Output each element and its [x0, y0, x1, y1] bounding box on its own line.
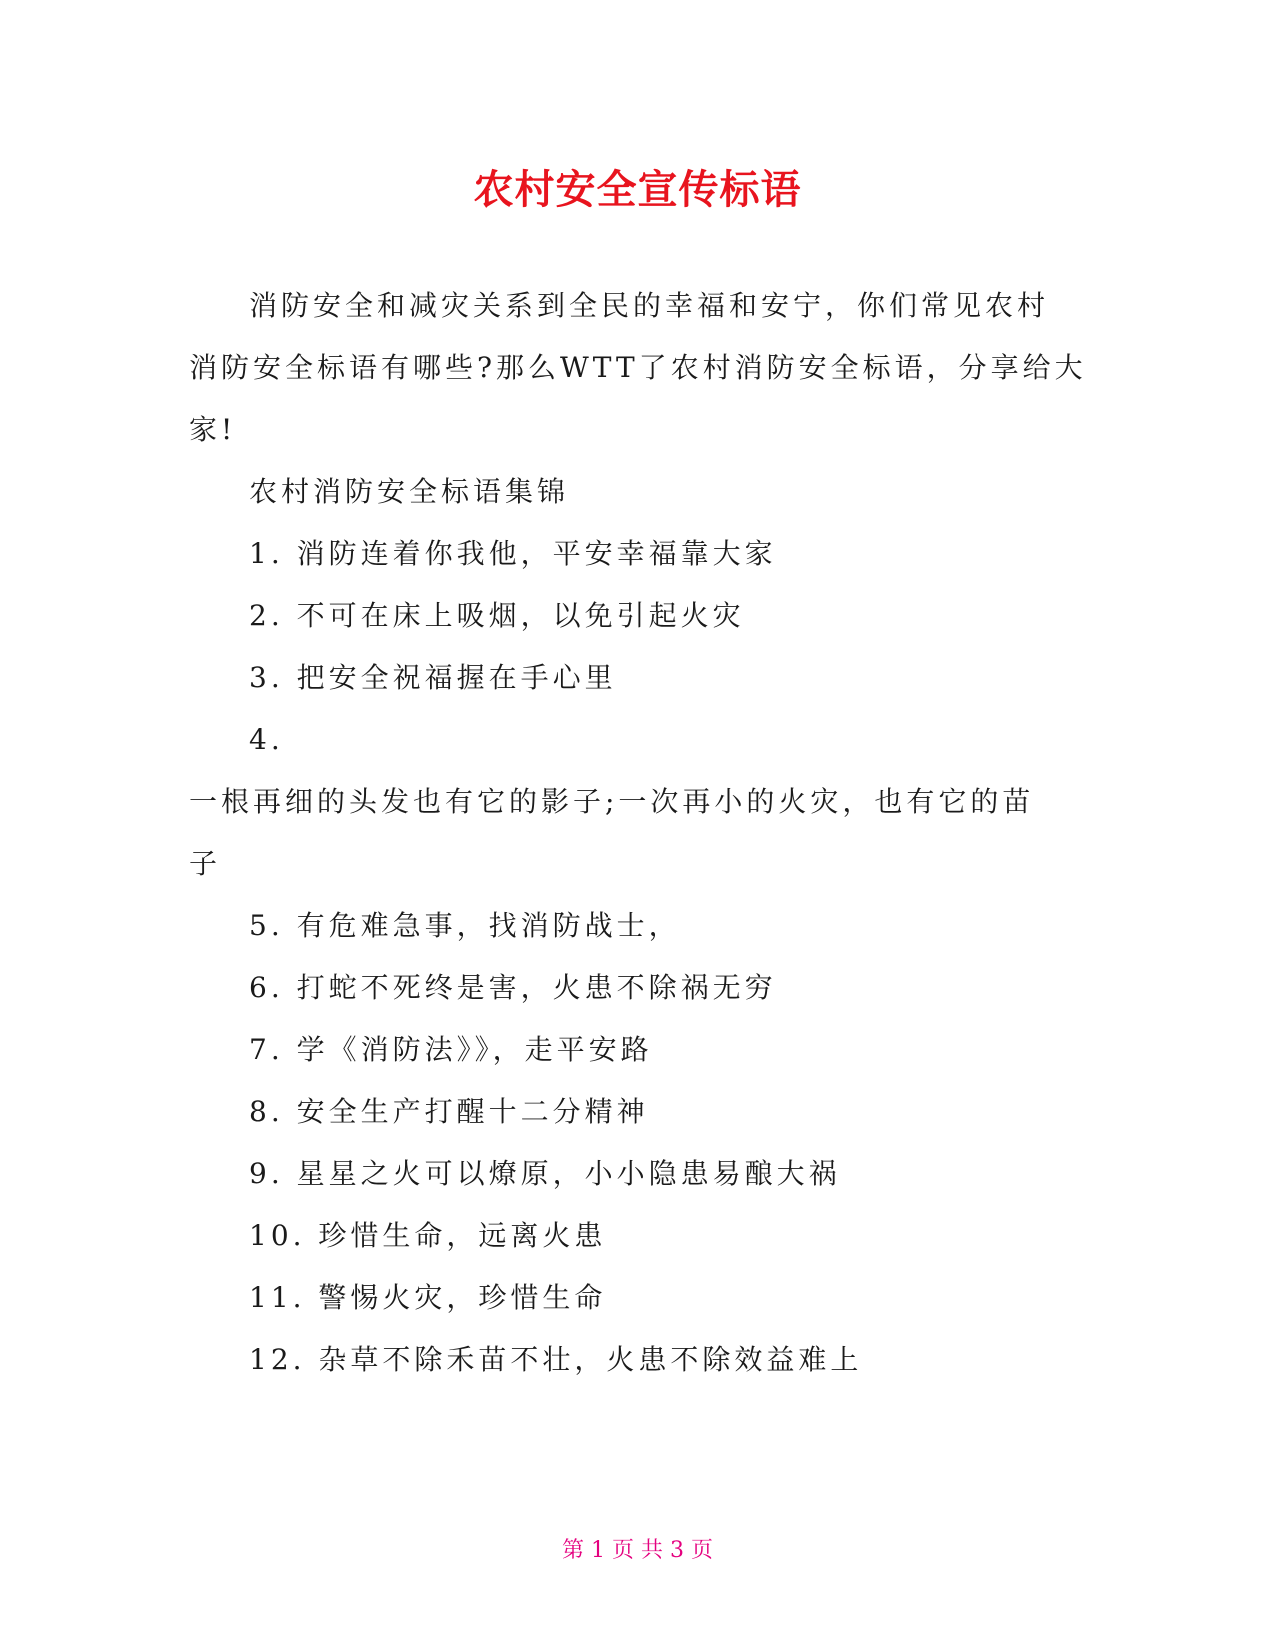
slogan-item: 7. 学《消防法》》，走平安路 — [249, 1033, 653, 1066]
slogan-item: 9. 星星之火可以燎原，小小隐患易酿大祸 — [249, 1157, 841, 1190]
slogan-item: 8. 安全生产打醒十二分精神 — [249, 1095, 649, 1128]
intro-line-1: 消防安全和减灾关系到全民的幸福和安宁，你们常见农村 — [249, 289, 1050, 322]
slogan-item: 3. 把安全祝福握在手心里 — [249, 661, 617, 694]
slogan-item: 12. 杂草不除禾苗不壮，火患不除效益难上 — [249, 1343, 863, 1376]
slogan-item: 11. 警惕火灾，珍惜生命 — [249, 1281, 607, 1314]
slogan-item: 1. 消防连着你我他，平安幸福靠大家 — [249, 537, 777, 570]
intro-line-2: 消防安全标语有哪些?那么WTT了农村消防安全标语，分享给大 — [189, 351, 1087, 384]
slogan-item: 10. 珍惜生命，远离火患 — [249, 1219, 607, 1252]
section-heading: 农村消防安全标语集锦 — [249, 475, 570, 508]
slogan-item-continuation: 子 — [189, 847, 222, 880]
page-number-footer: 第 1 页 共 3 页 — [562, 1538, 713, 1563]
intro-line-3: 家! — [189, 413, 237, 446]
slogan-item: 2. 不可在床上吸烟，以免引起火灾 — [249, 599, 745, 632]
document-title: 农村安全宣传标语 — [473, 167, 802, 213]
slogan-item: 5. 有危难急事，找消防战士， — [249, 909, 681, 942]
slogan-item: 4. — [249, 723, 284, 756]
slogan-item: 6. 打蛇不死终是害，火患不除祸无穷 — [249, 971, 777, 1004]
slogan-item-continuation: 一根再细的头发也有它的影子;一次再小的火灾，也有它的苗 — [189, 785, 1035, 818]
